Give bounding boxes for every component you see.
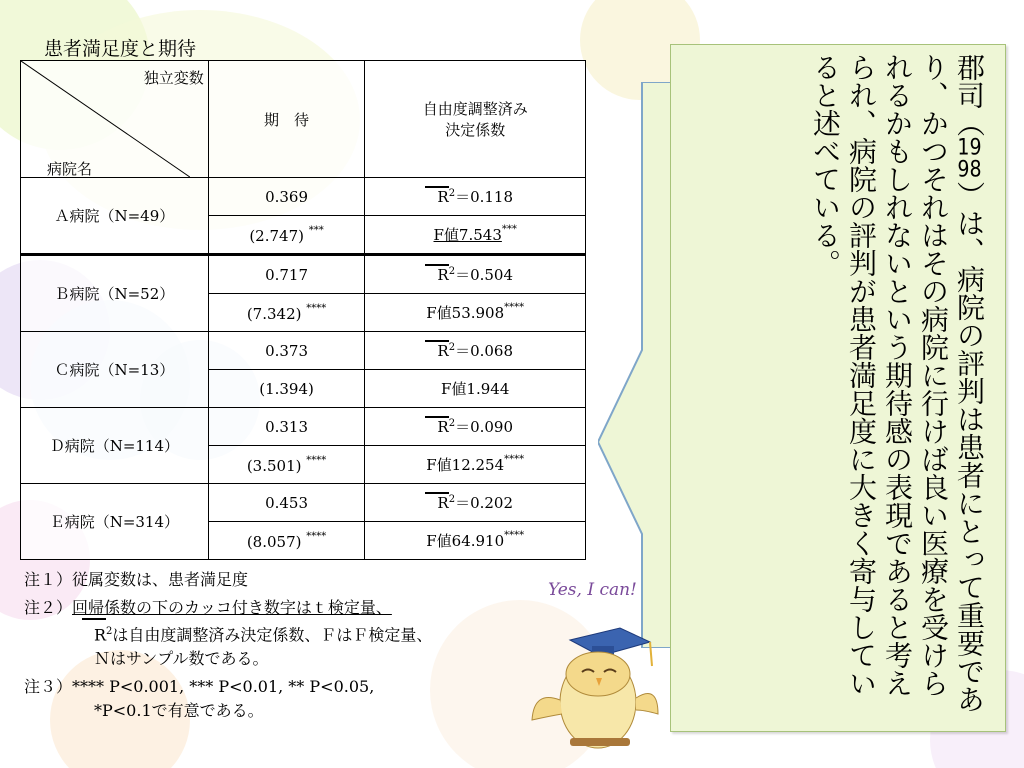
r2-header	[365, 61, 586, 178]
hospital-e-r2: $R^2=0.202$	[365, 484, 586, 522]
hospital-d-t: (3.501) ****	[208, 446, 365, 484]
hospital-d-coef: 0.313	[208, 408, 365, 446]
hospital-d-name: Ｄ病院（N=114）	[21, 408, 209, 484]
independent-variable-label: 独立変数	[143, 69, 204, 87]
note-3: 注３）**** P<0.001, *** P<0.01, ** P<0.05,	[24, 677, 375, 697]
hospital-e-name: Ｅ病院（N=314）	[21, 484, 209, 560]
hospital-b-coef: 0.717	[208, 255, 365, 294]
hospital-a-name: Ａ病院（N=49）	[21, 178, 209, 255]
note-2: 注２）回帰係数の下のカッコ付き数字はｔ検定量、	[24, 598, 392, 617]
hospital-e-coef: 0.453	[208, 484, 365, 522]
hospital-a-r2: $R^2=0.118$	[365, 178, 586, 216]
callout-box	[670, 44, 1006, 732]
regression-table	[20, 60, 586, 560]
hospital-c-coef: 0.373	[208, 332, 365, 370]
note-2-line2: $R^2$は自由度調整済み決定係数、ＦはＦ検定量、	[24, 620, 432, 647]
expectation-header: 期 待	[208, 61, 365, 178]
owl-graduate-illustration	[530, 610, 660, 760]
r-bar-symbol: $R^2$	[437, 266, 456, 284]
table-notes	[24, 568, 432, 723]
hospital-a-f: F値7.543***	[365, 216, 586, 255]
callout-text: 郡司（1998）は、病院の評判は患者にとって重要であり、かつそれはその病院に行けば良い医療を受けられるかもしれないという期待感の表現であると考えられ、病院の評判が患者満足度に大きく寄与していると述べている。	[809, 53, 986, 713]
r-bar-symbol: $R^2$	[437, 188, 456, 206]
hospital-b-f: F値53.908****	[365, 294, 586, 332]
header-diagonal-cell	[21, 61, 209, 178]
r2-header-line1: 自由度調整済み	[422, 100, 528, 118]
page-title: 患者満足度と期待	[44, 38, 197, 60]
hospital-c-f: F値1.944	[365, 370, 586, 408]
owl-caption: Yes, I can!	[548, 580, 637, 600]
hospital-b-r2: $R^2=0.504$	[365, 255, 586, 294]
r2-header-line2: 決定係数	[445, 121, 506, 139]
hospital-c-r2: $R^2=0.068$	[365, 332, 586, 370]
r-bar-symbol: $R^2$	[437, 342, 456, 360]
hospital-e-t: (8.057) ****	[208, 522, 365, 560]
r-bar-symbol: $R^2$	[437, 418, 456, 436]
note-3-line2: *P<0.1で有意である。	[94, 701, 264, 721]
hospital-b-name: Ｂ病院（N=52）	[21, 255, 209, 332]
note-2-line3: Ｎはサンプル数である。	[94, 649, 269, 669]
hospital-c-t: (1.394)	[208, 370, 365, 408]
note-1: 注１）従属変数は、患者満足度	[24, 570, 249, 589]
hospital-e-f: F値64.910****	[365, 522, 586, 560]
hospital-d-f: F値12.254****	[365, 446, 586, 484]
hospital-a-t: (2.747) ***	[208, 216, 365, 255]
left-arrow-shape	[598, 82, 674, 648]
hospital-d-r2: $R^2=0.090$	[365, 408, 586, 446]
hospital-b-t: (7.342) ****	[208, 294, 365, 332]
r-bar-symbol: $R^2$	[437, 494, 456, 512]
hospital-name-label: 病院名	[47, 160, 93, 178]
hospital-c-name: Ｃ病院（N=13）	[21, 332, 209, 408]
hospital-a-coef: 0.369	[208, 178, 365, 216]
